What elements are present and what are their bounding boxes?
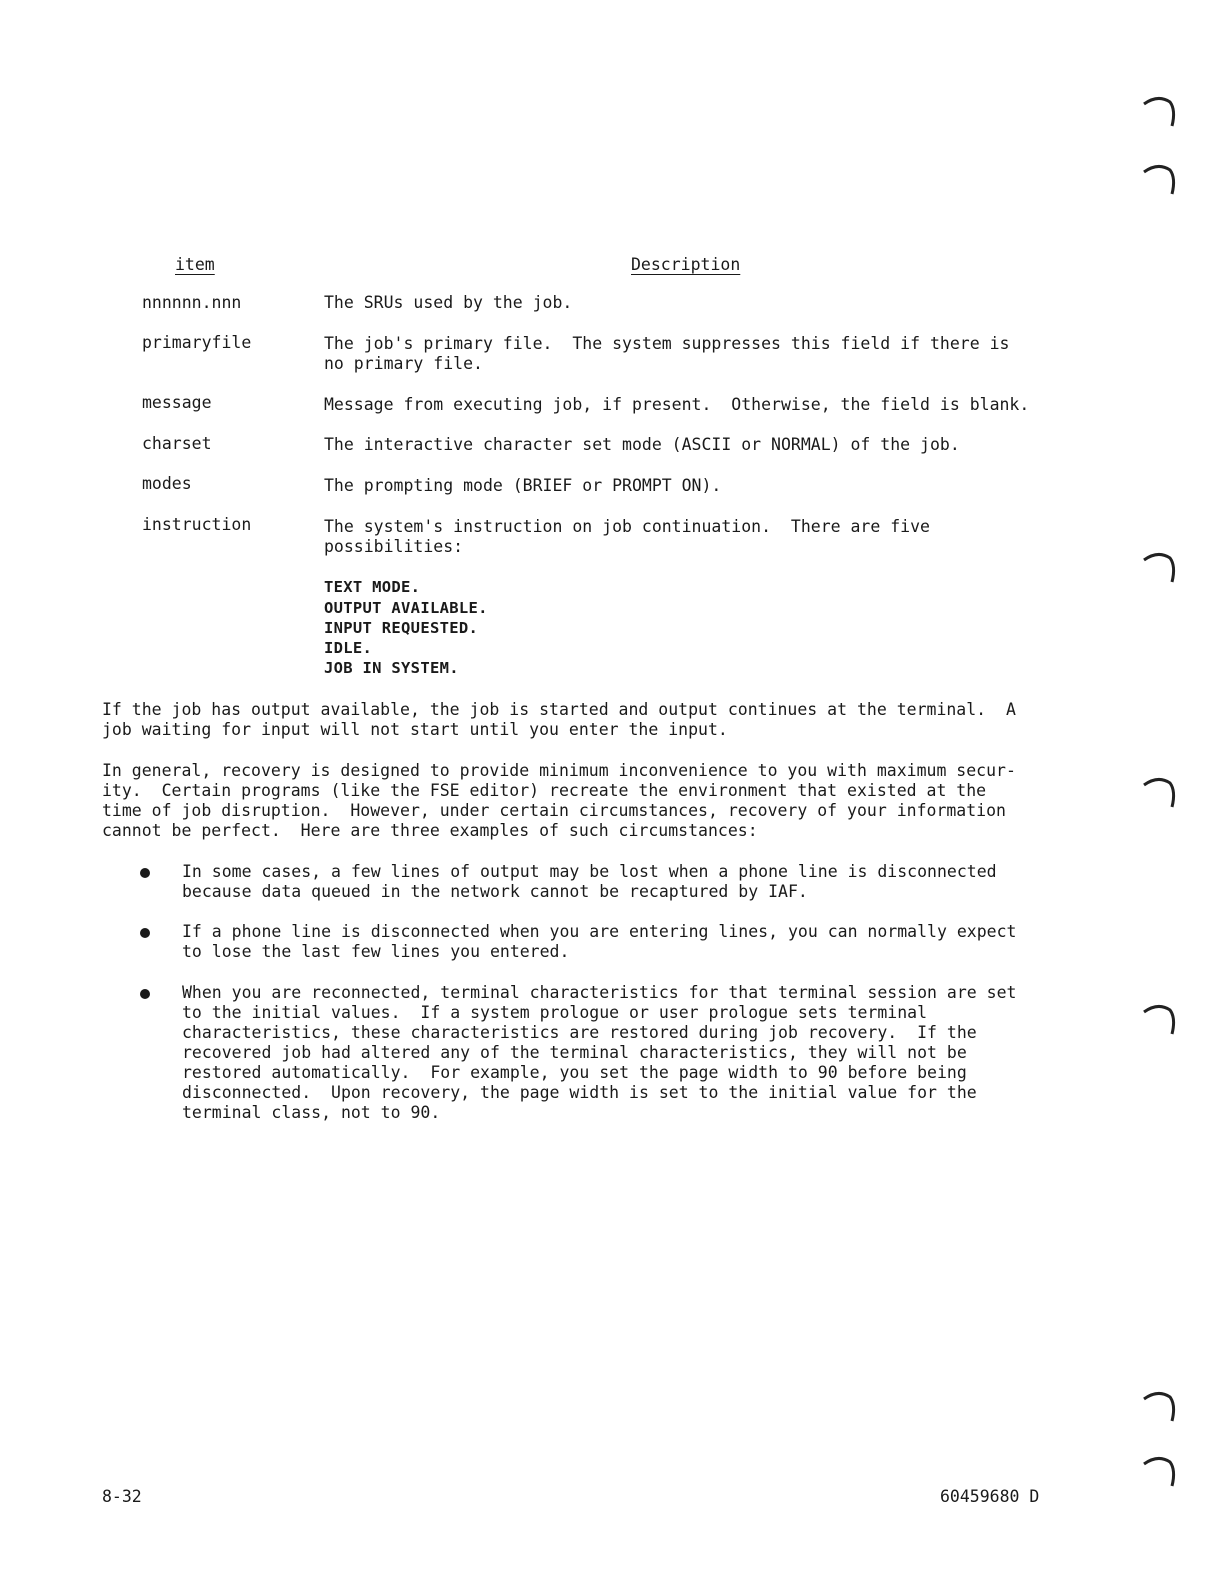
page-number: 8-32 xyxy=(102,1487,142,1506)
binder-ring-mark xyxy=(1140,160,1178,198)
binder-ring-mark xyxy=(1140,1452,1178,1490)
instruction-option: INPUT REQUESTED. xyxy=(324,619,479,637)
item-description: The SRUs used by the job. xyxy=(324,293,573,312)
binder-ring-mark xyxy=(1140,92,1178,130)
binder-ring-mark xyxy=(1140,548,1178,586)
item-term: primaryfile xyxy=(142,333,252,352)
binder-ring-mark xyxy=(1140,1000,1178,1038)
column-header-item: item xyxy=(175,255,215,274)
bullet-item: In some cases, a few lines of output may be lost when a phone line is disconnected because data queued in the network cannot be recaptured by IAF. xyxy=(182,862,997,901)
item-description: The system's instruction on job continuation. There are five possibilities: xyxy=(324,517,930,556)
item-description: The prompting mode (BRIEF or PROMPT ON). xyxy=(324,476,722,495)
item-term: charset xyxy=(142,434,212,453)
body-paragraph: If the job has output available, the job is started and output continues at the terminal. A job waiting for input will not start until you enter the input. xyxy=(102,700,1016,739)
bullet-item: When you are reconnected, terminal characteristics for that terminal session are set to the initial values. If a system prologue or user prologue sets terminal characteristics, these characteristics are restored during job recovery. If the recovered job had altered any of the terminal characteristics, they will not be restored automatically. For example, you set the page width to 90 before being disconnected. Upon recovery, the page width is set to the initial value for the terminal class, not to 90. xyxy=(182,983,1017,1122)
document-number: 60459680 D xyxy=(940,1487,1040,1506)
bullet-dot-icon xyxy=(140,989,150,999)
item-description: The interactive character set mode (ASCII or NORMAL) of the job. xyxy=(324,435,960,454)
bullet-item: If a phone line is disconnected when you are entering lines, you can normally expect to lose the last few lines you entered. xyxy=(182,922,1017,961)
bullet-dot-icon xyxy=(140,868,150,878)
item-term: modes xyxy=(142,474,192,493)
binder-ring-mark xyxy=(1140,1387,1178,1425)
bullet-dot-icon xyxy=(140,928,150,938)
item-description: The job's primary file. The system suppresses this field if there is no primary file. xyxy=(324,334,1010,373)
binder-ring-mark xyxy=(1140,773,1178,811)
instruction-option: TEXT MODE. xyxy=(324,578,421,596)
body-paragraph: In general, recovery is designed to provide minimum inconvenience to you with maximum secur- ity. Certain programs (like the FSE editor) recreate the environment that existed at the time of job disruption. However, under certain circumstances, recovery of your information cannot be perfect. Here are three examples of such circumstances: xyxy=(102,761,1016,840)
item-term: message xyxy=(142,393,212,412)
item-term: instruction xyxy=(142,515,252,534)
instruction-option: OUTPUT AVAILABLE. xyxy=(324,599,488,617)
item-description: Message from executing job, if present. Otherwise, the field is blank. xyxy=(324,395,1030,414)
instruction-option: JOB IN SYSTEM. xyxy=(324,659,459,677)
item-term: nnnnnn.nnn xyxy=(142,293,242,312)
column-header-description: Description xyxy=(631,255,741,274)
instruction-option: IDLE. xyxy=(324,639,373,657)
